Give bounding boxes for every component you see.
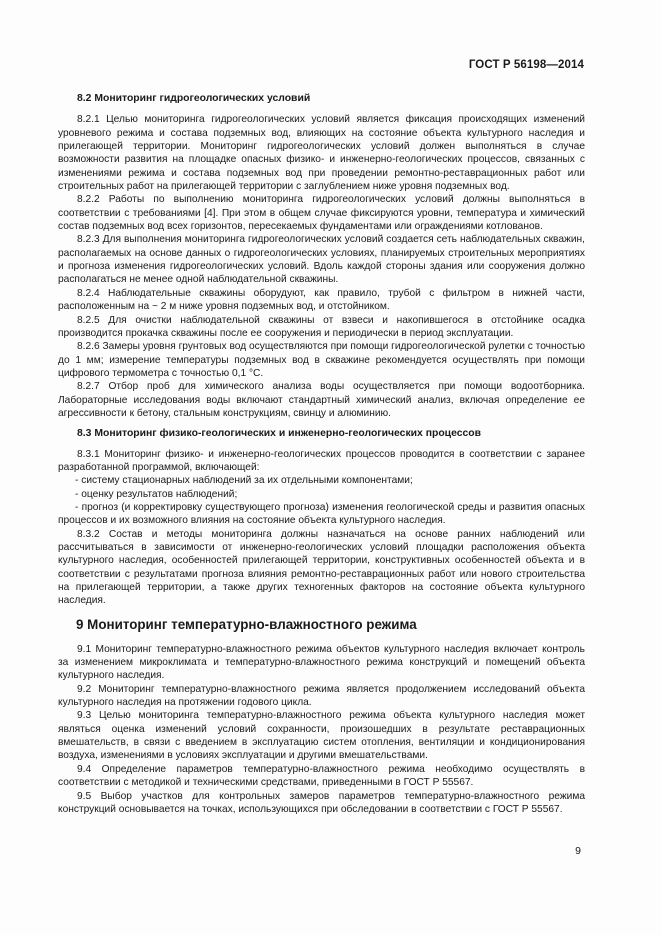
paragraph-8-3-1: 8.3.1 Мониторинг физико- и инженерно-геологических процессов проводится в соответствии с заранее разработанной программой, включающей:: [58, 448, 585, 473]
paragraph-8-2-3: 8.2.3 Для выполнения мониторинга гидрогеологических условий создается сеть наблюдательных скважин, располагаемых на основе данных о гидрогеологических условиях, планируемых строительных мероприятиях и прогноза изменения гидрогеологических условий. Вдоль каждой стороны здания или сооружения должно располагаться не менее одной наблюдательной скважины.: [58, 234, 585, 286]
paragraph-9-1: 9.1 Мониторинг температурно-влажностного режима объектов культурного наследия включает контроль за изменением микроклимата и температурно-влажностного режима конструкций и помещений объекта культурного наследия.: [58, 643, 585, 682]
paragraph-8-3-2: 8.3.2 Состав и методы мониторинга должны назначаться на основе ранних наблюдений или рассчитываться в зависимости от инженерно-геологических условий площадки расположения объекта культурного наследия, особенностей прилегающей территории, конструктивных особенностей объекта и в соответствии с результатами прогноза влияния ремонтно-реставрационных работ или нового строительства на прилегающей территории, а также других техногенных факторов на состояние объекта культурного наследия.: [58, 528, 585, 607]
paragraph-8-2-5: 8.2.5 Для очистки наблюдательной скважины от взвеси и накопившегося в отстойнике осадка производится прокачка скважины после ее сооружения и периодически в период эксплуатации.: [58, 314, 585, 339]
paragraph-8-2-1: 8.2.1 Целью мониторинга гидрогеологических условий является фиксация происходящих изменений уровневого режима и состава подземных вод, влияющих на состояние объекта культурного наследия и прилегающей территории. Мониторинг гидрогеологических условий должен выполняться в случае возможности развития на площадке опасных физико- и инженерно-геологических процессов, связанных с изменениями режима и состава подземных вод при проведении ремонтно-реставрационных работ или строительных работ на прилегающей территории с заглублением ниже уровня подземных вод.: [58, 114, 585, 193]
list-item: - прогноз (и корректировку существующего прогноза) изменения геологической среды и развития опасных процессов и их возможного влияния на состояние объекта культурного наследия.: [58, 501, 585, 527]
paragraph-8-2-6: 8.2.6 Замеры уровня грунтовых вод осуществляются при помощи гидрогеологической рулетки с точностью до 1 мм; измерение температуры подземных вод в скважине рекомендуется осуществлять при помощи цифрового термометра с точностью 0,1 °С.: [58, 341, 585, 379]
paragraph-8-2-2: 8.2.2 Работы по выполнению мониторинга гидрогеологических условий должны выполняться в соответствии с требованиями [4]. При этом в общем случае фиксируются уровни, температура и химический состав подземных вод всех горизонтов, пересекаемых фундаментами или ограждениями котлованов.: [58, 194, 585, 233]
paragraph-9-2: 9.2 Мониторинг температурно-влажностного режима является продолжением исследований объекта культурного наследия на протяжении годового цикла.: [58, 683, 585, 709]
paragraph-8-2-4: 8.2.4 Наблюдательные скважины оборудуют, как правило, трубой с фильтром в нижней части, расположенным на ~ 2 м ниже уровня подземных вод, и отстойником.: [58, 287, 585, 313]
paragraph-9-4: 9.4 Определение параметров температурно-влажностного режима необходимо осуществлять в соответствии с методикой и техническими средствами, приведенными в ГОСТ Р 55567.: [58, 763, 585, 789]
page-content: [58, 92, 585, 816]
paragraph-8-2-7: 8.2.7 Отбор проб для химического анализа воды осуществляется при помощи водоотборника. Лабораторные исследования воды включают стандартный химический анализ, включая определение ее агрессивности к бетону, стальным конструкциям, свинцу и алюминию.: [58, 381, 585, 419]
paragraph-9-5: 9.5 Выбор участков для контрольных замеров параметров температурно-влажностного режима конструкций основывается на точках, использующихся при обследовании в соответствии с ГОСТ Р 55567.: [58, 790, 585, 815]
section-heading-8-2: 8.2 Мониторинг гидрогеологических условий: [77, 93, 311, 104]
paragraph-9-3: 9.3 Целью мониторинга температурно-влажностного режима объекта культурного наследия может являться оценка изменений условий сохранности, произошедших в результате реставрационных вмешательств, в связи с введением в эксплуатацию систем отопления, вентиляции и кондиционирования воздуха, изменениями в условиях эксплуатации и другими вмешательствами.: [58, 710, 585, 762]
list-item: - оценку результатов наблюдений;: [75, 488, 238, 500]
document-id: ГОСТ Р 56198—2014: [468, 59, 584, 71]
page-number: 9: [575, 845, 581, 857]
section-heading-9: 9 Мониторинг температурно-влажностного режима: [76, 616, 417, 632]
section-heading-8-3: 8.3 Мониторинг физико-геологических и инженерно-геологических процессов: [77, 428, 482, 440]
list-item: - систему стационарных наблюдений за их отдельными компонентами;: [75, 475, 413, 487]
